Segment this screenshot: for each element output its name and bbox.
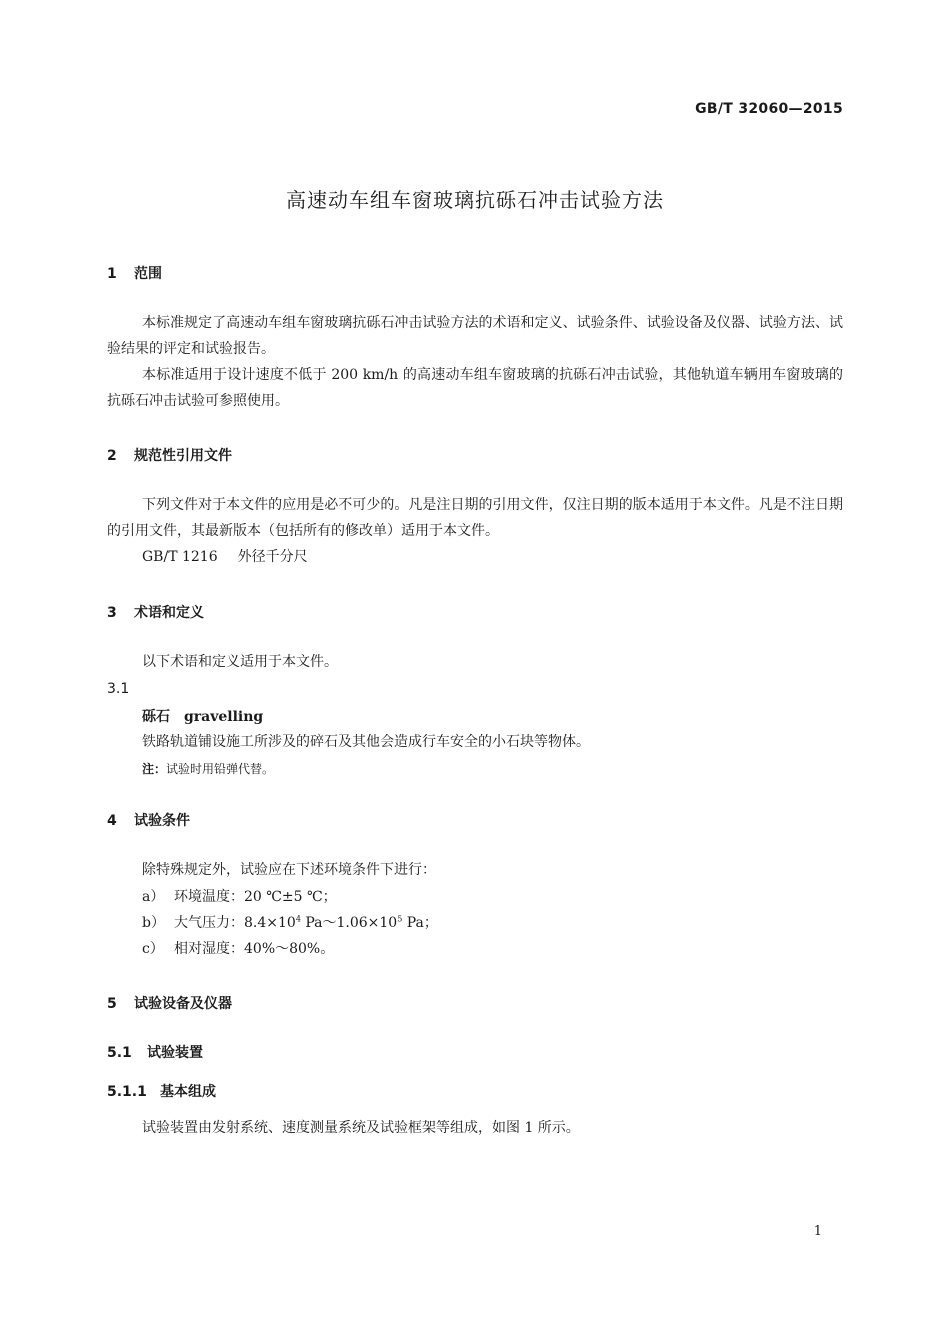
term-number: 3.1: [107, 681, 130, 697]
section-3-intro: 以下术语和定义适用于本文件。: [142, 654, 338, 670]
list-item: [142, 936, 334, 962]
section-number: 5: [107, 996, 117, 1012]
section-title: 基本组成: [160, 1084, 216, 1100]
reference-title: 外径千分尺: [237, 549, 308, 565]
term-chinese: 砾石: [142, 709, 170, 725]
list-text: 大气压力：8.4×10: [174, 915, 296, 931]
list-label: b）: [142, 915, 165, 931]
normative-reference: [142, 544, 308, 570]
term-entry: [142, 706, 263, 726]
reference-code: GB/T 1216: [142, 549, 218, 565]
standard-code: GB/T 32060—2015: [695, 101, 843, 117]
subsection-5-1-1-heading: [107, 1081, 216, 1101]
section-number: 4: [107, 813, 117, 829]
term-note: [142, 760, 274, 777]
list-text: 相对湿度：40%～80%。: [174, 941, 335, 957]
section-5-heading: [107, 993, 232, 1013]
list-item: [142, 910, 438, 936]
list-label: a）: [142, 889, 165, 905]
section-title: 试验设备及仪器: [134, 996, 232, 1012]
note-label: 注：: [142, 762, 167, 776]
section-1-heading: [107, 263, 162, 283]
list-label: c）: [142, 941, 164, 957]
subsection-5-1-heading: [107, 1042, 203, 1062]
section-3-heading: [107, 602, 204, 622]
list-text: Pa；: [402, 915, 438, 931]
section-title: 范围: [134, 266, 162, 282]
section-number: 3: [107, 605, 117, 621]
section-number: 5.1: [107, 1045, 132, 1061]
term-definition: 铁路轨道铺设施工所涉及的碎石及其他会造成行车安全的小石块等物体。: [142, 734, 590, 750]
note-text: 试验时用铅弹代替。: [166, 762, 275, 776]
section-2-heading: [107, 445, 232, 465]
section-number: 1: [107, 266, 117, 282]
section-title: 术语和定义: [134, 605, 204, 621]
section-4-intro: 除特殊规定外，试验应在下述环境条件下进行：: [142, 862, 436, 878]
section-1-para-2: 本标准适用于设计速度不低于 200 km/h 的高速动车组车窗玻璃的抗砾石冲击试验，其他轨道车辆用车窗玻璃的抗砾石冲击试验可参照使用。: [107, 367, 843, 409]
section-1-para-1: 本标准规定了高速动车组车窗玻璃抗砾石冲击试验方法的术语和定义、试验条件、试验设备及仪器、试验方法、试验结果的评定和试验报告。: [107, 315, 843, 357]
section-2-para-1: 下列文件对于本文件的应用是必不可少的。凡是注日期的引用文件，仅注日期的版本适用于本文件。凡是不注日期的引用文件，其最新版本（包括所有的修改单）适用于本文件。: [107, 497, 843, 539]
section-number: 5.1.1: [107, 1084, 147, 1100]
document-title: 高速动车组车窗玻璃抗砾石冲击试验方法: [286, 188, 664, 212]
term-english: gravelling: [184, 709, 264, 725]
section-title: 试验条件: [134, 813, 190, 829]
section-title: 规范性引用文件: [134, 448, 232, 464]
page-number: 1: [813, 1224, 822, 1239]
list-text: 环境温度：20 ℃±5 ℃；: [174, 889, 337, 905]
list-text: Pa～1.06×10: [300, 915, 398, 931]
list-item: [142, 884, 337, 910]
section-number: 2: [107, 448, 117, 464]
exponent: 4: [295, 914, 301, 924]
section-4-heading: [107, 810, 190, 830]
exponent: 5: [397, 914, 403, 924]
section-title: 试验装置: [147, 1045, 203, 1061]
subsection-5-1-1-text: 试验装置由发射系统、速度测量系统及试验框架等组成，如图 1 所示。: [142, 1120, 580, 1136]
